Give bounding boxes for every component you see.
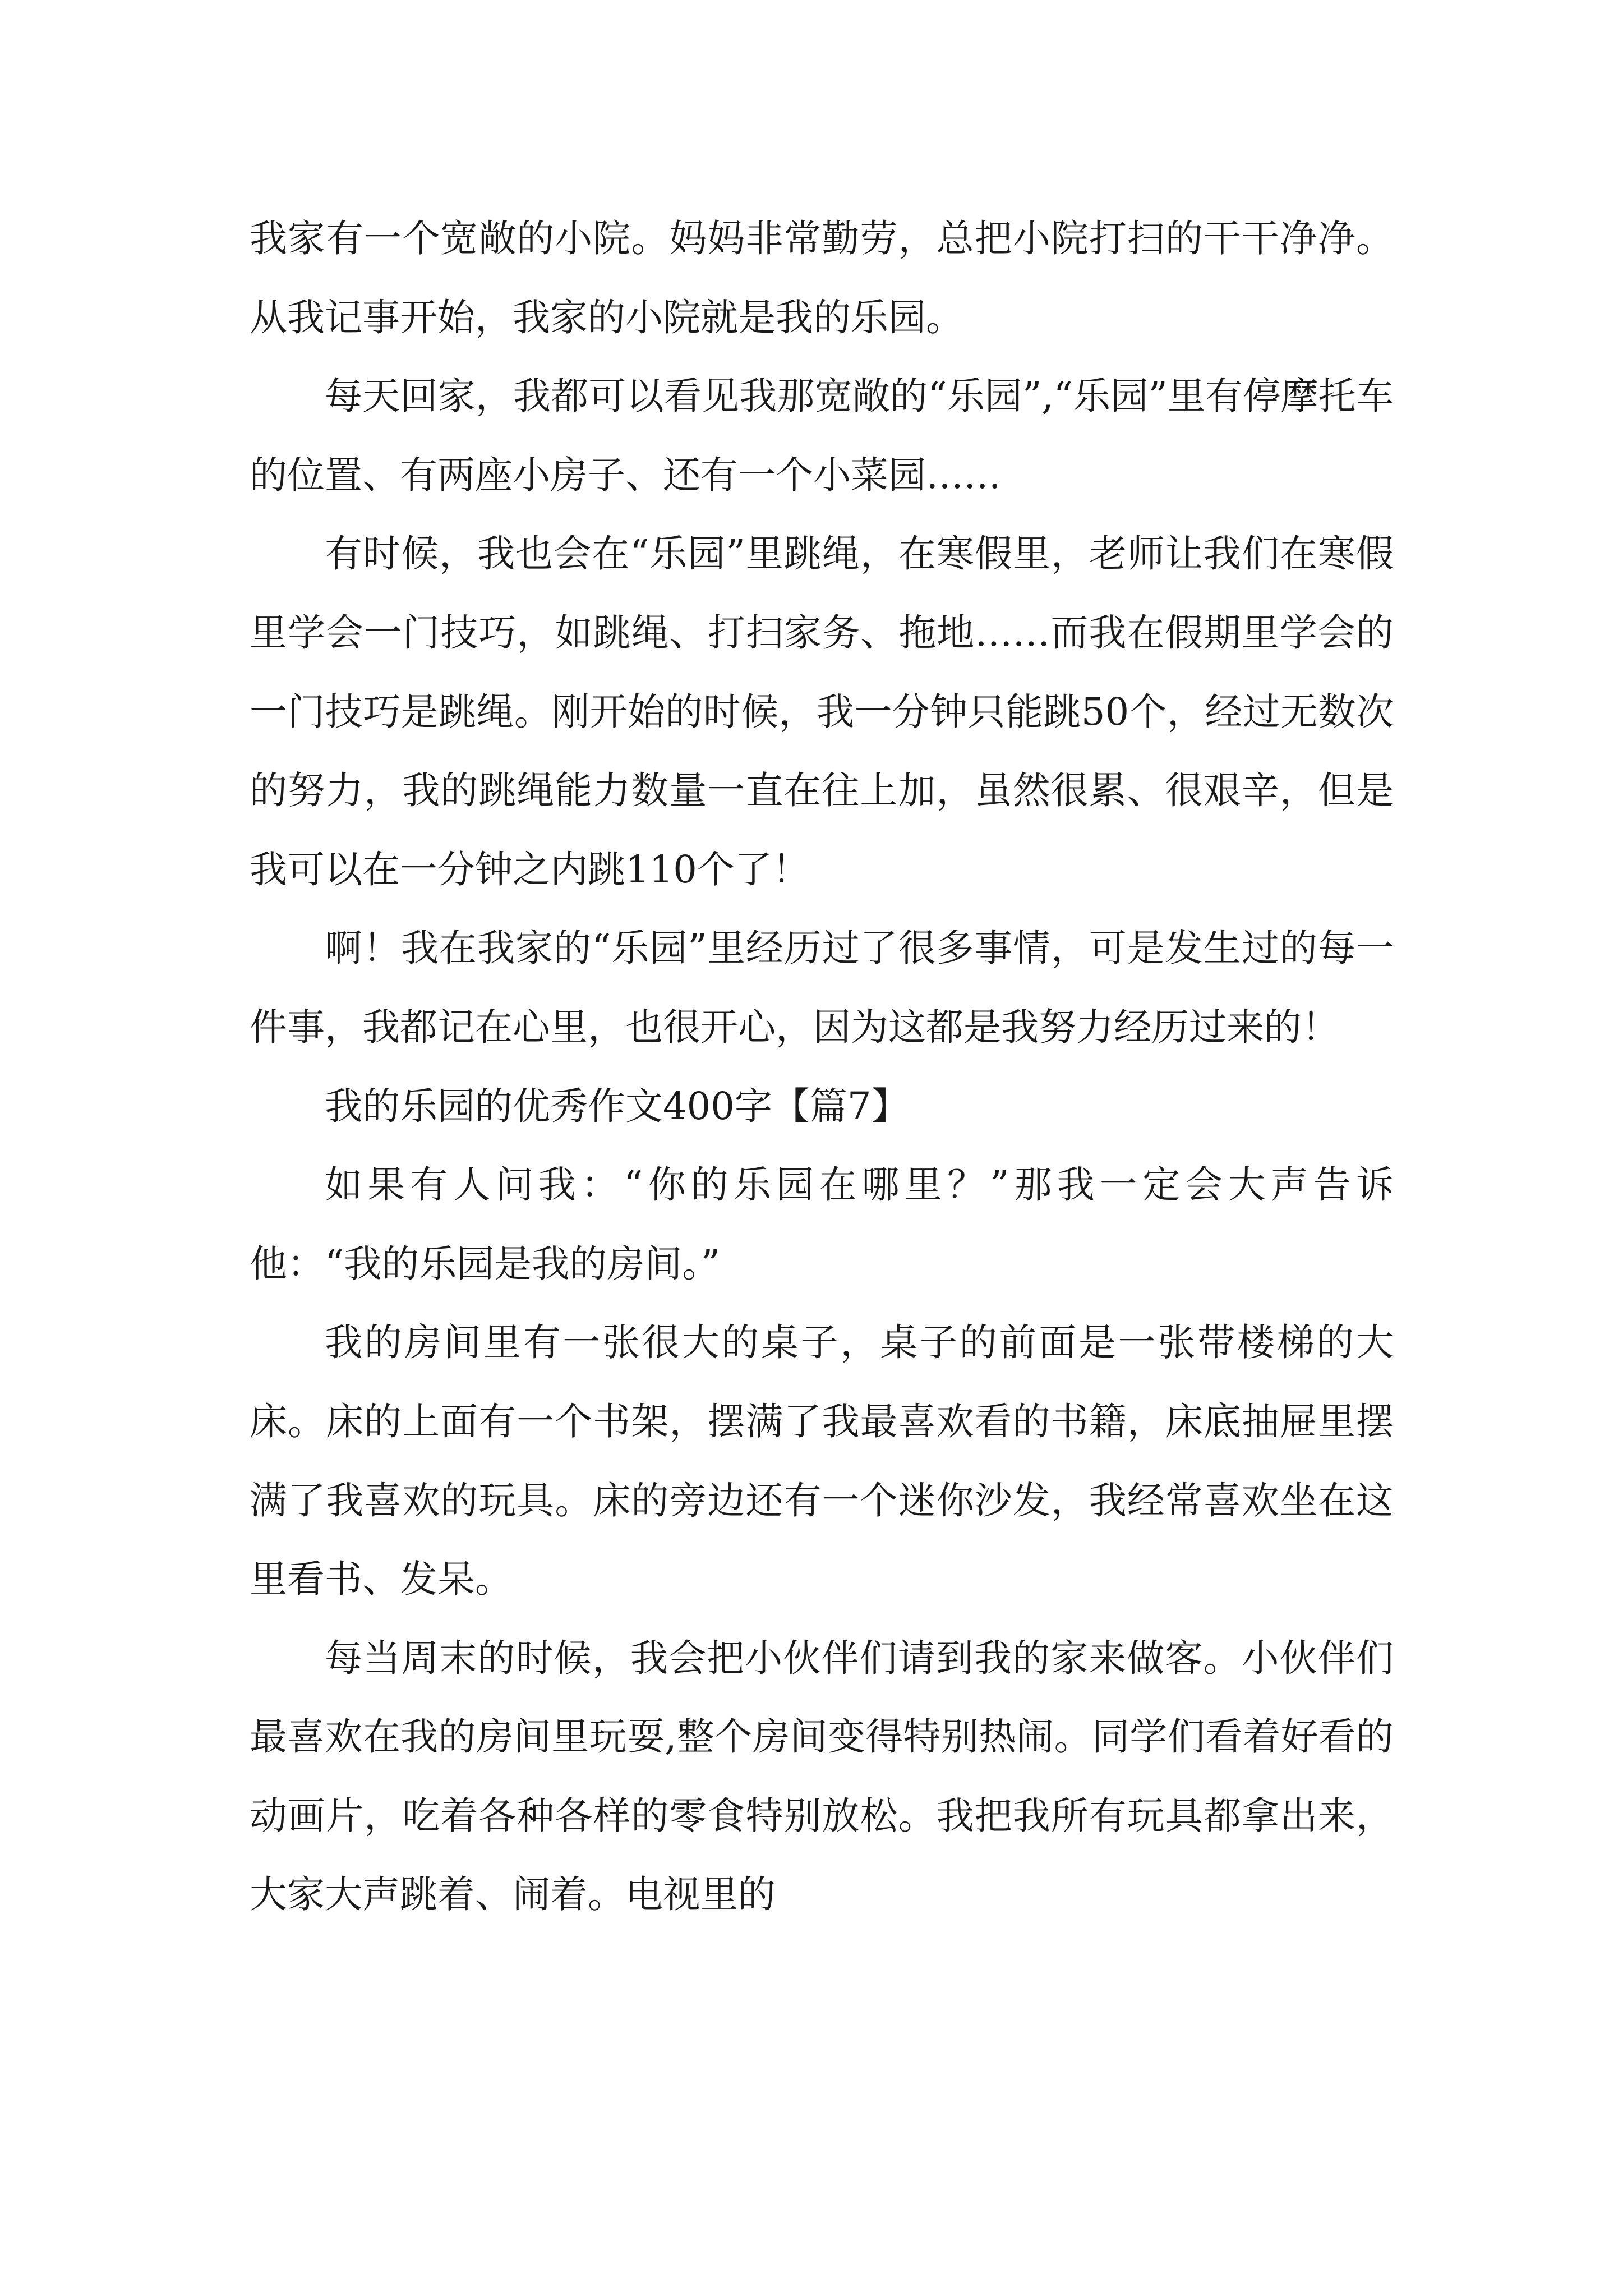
paragraph-6: 如果有人问我：“你的乐园在哪里？”那我一定会大声告诉他：“我的乐园是我的房间。” <box>250 1163 1394 1286</box>
paragraph-3: 有时候，我也会在“乐园”里跳绳，在寒假里，老师让我们在寒假里学会一门技巧，如跳绳、打扫家务、拖地……而我在假期里学会的一门技巧是跳绳。刚开始的时候，我一分钟只能跳50个，经过无数次的努力，我的跳绳能力数量一直在往上加，虽然很累、很艰辛，但是我可以在一分钟之内跳110个了！ <box>250 532 1394 891</box>
essay-body <box>250 199 1394 1934</box>
paragraph-4: 啊！我在我家的“乐园”里经历过了很多事情，可是发生过的每一件事，我都记在心里，也很开心，因为这都是我努力经历过来的！ <box>250 926 1394 1049</box>
paragraph-7: 我的房间里有一张很大的桌子，桌子的前面是一张带楼梯的大床。床的上面有一个书架，摆满了我最喜欢看的书籍，床底抽屉里摆满了我喜欢的玩具。床的旁边还有一个迷你沙发，我经常喜欢坐在这里看书、发呆。 <box>250 1320 1394 1602</box>
paragraph-1: 我家有一个宽敞的小院。妈妈非常勤劳，总把小院打扫的干干净净。从我记事开始，我家的小院就是我的乐园。 <box>250 217 1394 339</box>
section-heading: 我的乐园的优秀作文400字【篇7】 <box>325 1084 909 1128</box>
paragraph-8: 每当周末的时候，我会把小伙伴们请到我的家来做客。小伙伴们最喜欢在我的房间里玩耍,整个房间变得特别热闹。同学们看着好看的动画片，吃着各种各样的零食特别放松。我把我所有玩具都拿出来，大家大声跳着、闹着。电视里的 <box>250 1636 1394 1917</box>
paragraph-2: 每天回家，我都可以看见我那宽敞的“乐园”,“乐园”里有停摩托车的位置、有两座小房子、还有一个小菜园…… <box>250 374 1394 497</box>
